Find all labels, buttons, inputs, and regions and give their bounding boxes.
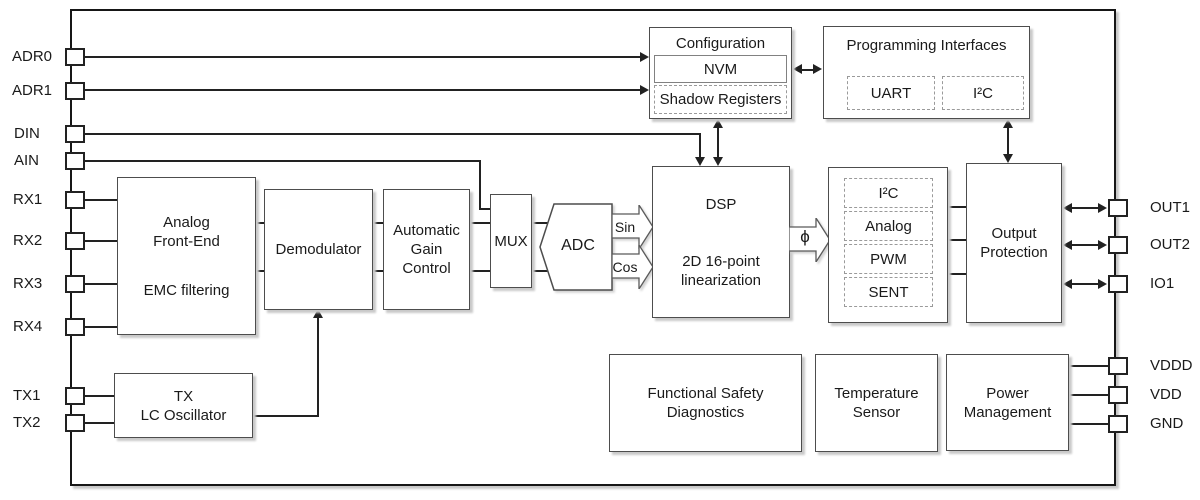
wire-adr1	[85, 89, 640, 91]
pin-label-rx3: RX3	[13, 275, 43, 292]
output-protection-line1: Output	[991, 225, 1037, 242]
output-protection-line2: Protection	[980, 244, 1048, 261]
wire-rx3	[85, 283, 119, 285]
adc-label: ADC	[561, 237, 595, 254]
wire-ain-down	[479, 160, 481, 210]
wire-op-io1	[1070, 283, 1100, 285]
arrowhead-adr1-config	[640, 85, 649, 95]
arrowhead-progif-op	[1003, 154, 1013, 163]
i2c-interface-label: I²C	[973, 84, 993, 102]
pin-label-out2: OUT2	[1150, 236, 1191, 253]
pin-adr0	[65, 48, 85, 66]
mode-pwm-label: PWM	[870, 250, 907, 268]
arrowhead-din-dsp	[695, 157, 705, 166]
dsp-line1: 2D 16-point	[682, 252, 760, 270]
pin-din	[65, 125, 85, 143]
pin-rx4	[65, 318, 85, 336]
afe-line3: EMC filtering	[143, 281, 230, 299]
power-management-line2: Management	[963, 403, 1052, 421]
wire-din-down	[699, 133, 701, 159]
programming-interfaces-title: Programming Interfaces	[846, 37, 1007, 54]
afe-line1: Analog	[163, 213, 210, 231]
temperature-sensor-line2: Sensor	[852, 404, 901, 421]
pin-rx2	[65, 232, 85, 250]
block-demodulator	[264, 189, 373, 310]
wire-txosc-out	[252, 415, 318, 417]
pin-vdd	[1108, 386, 1128, 404]
tx-line1: TX	[173, 387, 194, 405]
pin-label-tx2: TX2	[13, 414, 41, 431]
demodulator-label: Demodulator	[275, 241, 362, 258]
pin-label-rx2: RX2	[13, 232, 43, 249]
wire-agc-mux-a	[469, 222, 492, 224]
pin-label-gnd: GND	[1150, 415, 1184, 432]
pin-label-adr0: ADR0	[12, 48, 53, 65]
arrowhead-op-io1	[1098, 279, 1107, 289]
pin-label-rx1: RX1	[13, 191, 43, 208]
block-output-protection	[966, 163, 1062, 323]
arrowhead-op-progif	[1003, 119, 1013, 128]
dsp-title: DSP	[705, 195, 737, 213]
wire-progif-op	[1007, 126, 1009, 156]
wire-op-out1	[1070, 207, 1100, 209]
mode-i2c-label: I²C	[878, 184, 899, 202]
pin-rx1	[65, 191, 85, 209]
nvm-box	[654, 55, 787, 83]
arrowhead-op-out2	[1098, 240, 1107, 250]
dsp-line2: linearization	[680, 271, 762, 289]
wire-din	[85, 133, 701, 135]
block-functional-safety-diagnostics	[609, 354, 802, 452]
mode-sent-box	[844, 277, 933, 307]
wire-op-out2	[1070, 244, 1100, 246]
wire-pm-vdd	[1068, 394, 1109, 396]
agc-line3: Control	[402, 260, 451, 277]
pin-label-vdd: VDD	[1150, 386, 1182, 403]
wire-modes-op-3	[947, 273, 967, 275]
block-automatic-gain-control	[383, 189, 470, 310]
arrowhead-txosc-demod	[313, 309, 323, 318]
pin-out1	[1108, 199, 1128, 217]
functional-safety-line2: Diagnostics	[666, 404, 745, 421]
block-programming-interfaces	[823, 26, 1030, 119]
i2c-interface-box	[942, 76, 1024, 110]
wire-txosc-demod	[317, 317, 319, 417]
pin-label-rx4: RX4	[13, 318, 43, 335]
phi-label: ϕ	[800, 227, 810, 246]
pin-gnd	[1108, 415, 1128, 433]
block-analog-front-end	[117, 177, 256, 335]
wire-tx2	[85, 422, 116, 424]
block-output-modes	[828, 167, 948, 323]
arrowhead-config-dsp	[713, 157, 723, 166]
pin-label-din: DIN	[14, 125, 40, 142]
wire-modes-op-2	[947, 239, 967, 241]
wire-agc-mux-b	[469, 270, 492, 272]
tx-line2: LC Oscillator	[140, 406, 227, 424]
power-management-line1: Power	[986, 384, 1029, 402]
mode-sent-label: SENT	[868, 283, 909, 301]
cos-label: Cos	[612, 259, 638, 275]
afe-line2: Front-End	[153, 232, 220, 250]
wire-pm-gnd	[1068, 423, 1109, 425]
pin-label-vddd: VDDD	[1150, 357, 1193, 374]
pin-tx1	[65, 387, 85, 405]
arrowhead-out1-op	[1063, 203, 1072, 213]
pin-out2	[1108, 236, 1128, 254]
functional-safety-line1: Functional Safety	[647, 385, 764, 402]
wire-rx1	[85, 199, 119, 201]
wire-rx2	[85, 240, 119, 242]
pin-label-ain: AIN	[14, 152, 40, 169]
mode-analog-label: Analog	[865, 217, 912, 235]
wire-config-dsp	[717, 127, 719, 158]
block-power-management	[946, 354, 1069, 451]
uart-label: UART	[870, 84, 912, 102]
block-temperature-sensor	[815, 354, 938, 452]
mux-label: MUX	[494, 232, 528, 250]
wire-ain	[85, 160, 481, 162]
agc-line1: Automatic	[393, 222, 460, 239]
wire-modes-op-1	[947, 206, 967, 208]
temperature-sensor-line1: Temperature	[834, 385, 919, 402]
wire-adr0	[85, 56, 640, 58]
shadow-registers-label: Shadow Registers	[659, 91, 782, 108]
wire-tx1	[85, 395, 116, 397]
pin-label-out1: OUT1	[1150, 199, 1191, 216]
mode-i2c-box	[844, 178, 933, 208]
uart-box	[847, 76, 935, 110]
block-mux	[490, 194, 532, 288]
wire-pm-vddd	[1068, 365, 1109, 367]
pin-label-io1: IO1	[1150, 275, 1175, 292]
nvm-label: NVM	[703, 60, 738, 78]
arrowhead-out2-op	[1063, 240, 1072, 250]
arrowhead-progif-config	[793, 64, 802, 74]
arrowhead-op-out1	[1098, 203, 1107, 213]
arrowhead-dsp-config	[713, 119, 723, 128]
block-dsp	[652, 166, 790, 318]
arrowhead-adr0-config	[640, 52, 649, 62]
wire-rx4	[85, 326, 119, 328]
pin-io1	[1108, 275, 1128, 293]
sin-label: Sin	[614, 219, 636, 235]
block-configuration	[649, 27, 792, 119]
pin-adr1	[65, 82, 85, 100]
arrowhead-config-progif	[813, 64, 822, 74]
pin-label-adr1: ADR1	[12, 82, 53, 99]
shadow-registers-box	[654, 85, 787, 114]
pin-ain	[65, 152, 85, 170]
pin-rx3	[65, 275, 85, 293]
mode-pwm-box	[844, 244, 933, 274]
agc-line2: Gain	[410, 241, 443, 258]
mode-analog-box	[844, 211, 933, 241]
pin-label-tx1: TX1	[13, 387, 41, 404]
pin-vddd	[1108, 357, 1128, 375]
block-tx-lc-oscillator	[114, 373, 253, 438]
arrowhead-io1-op	[1063, 279, 1072, 289]
pin-tx2	[65, 414, 85, 432]
configuration-title: Configuration	[675, 35, 766, 52]
